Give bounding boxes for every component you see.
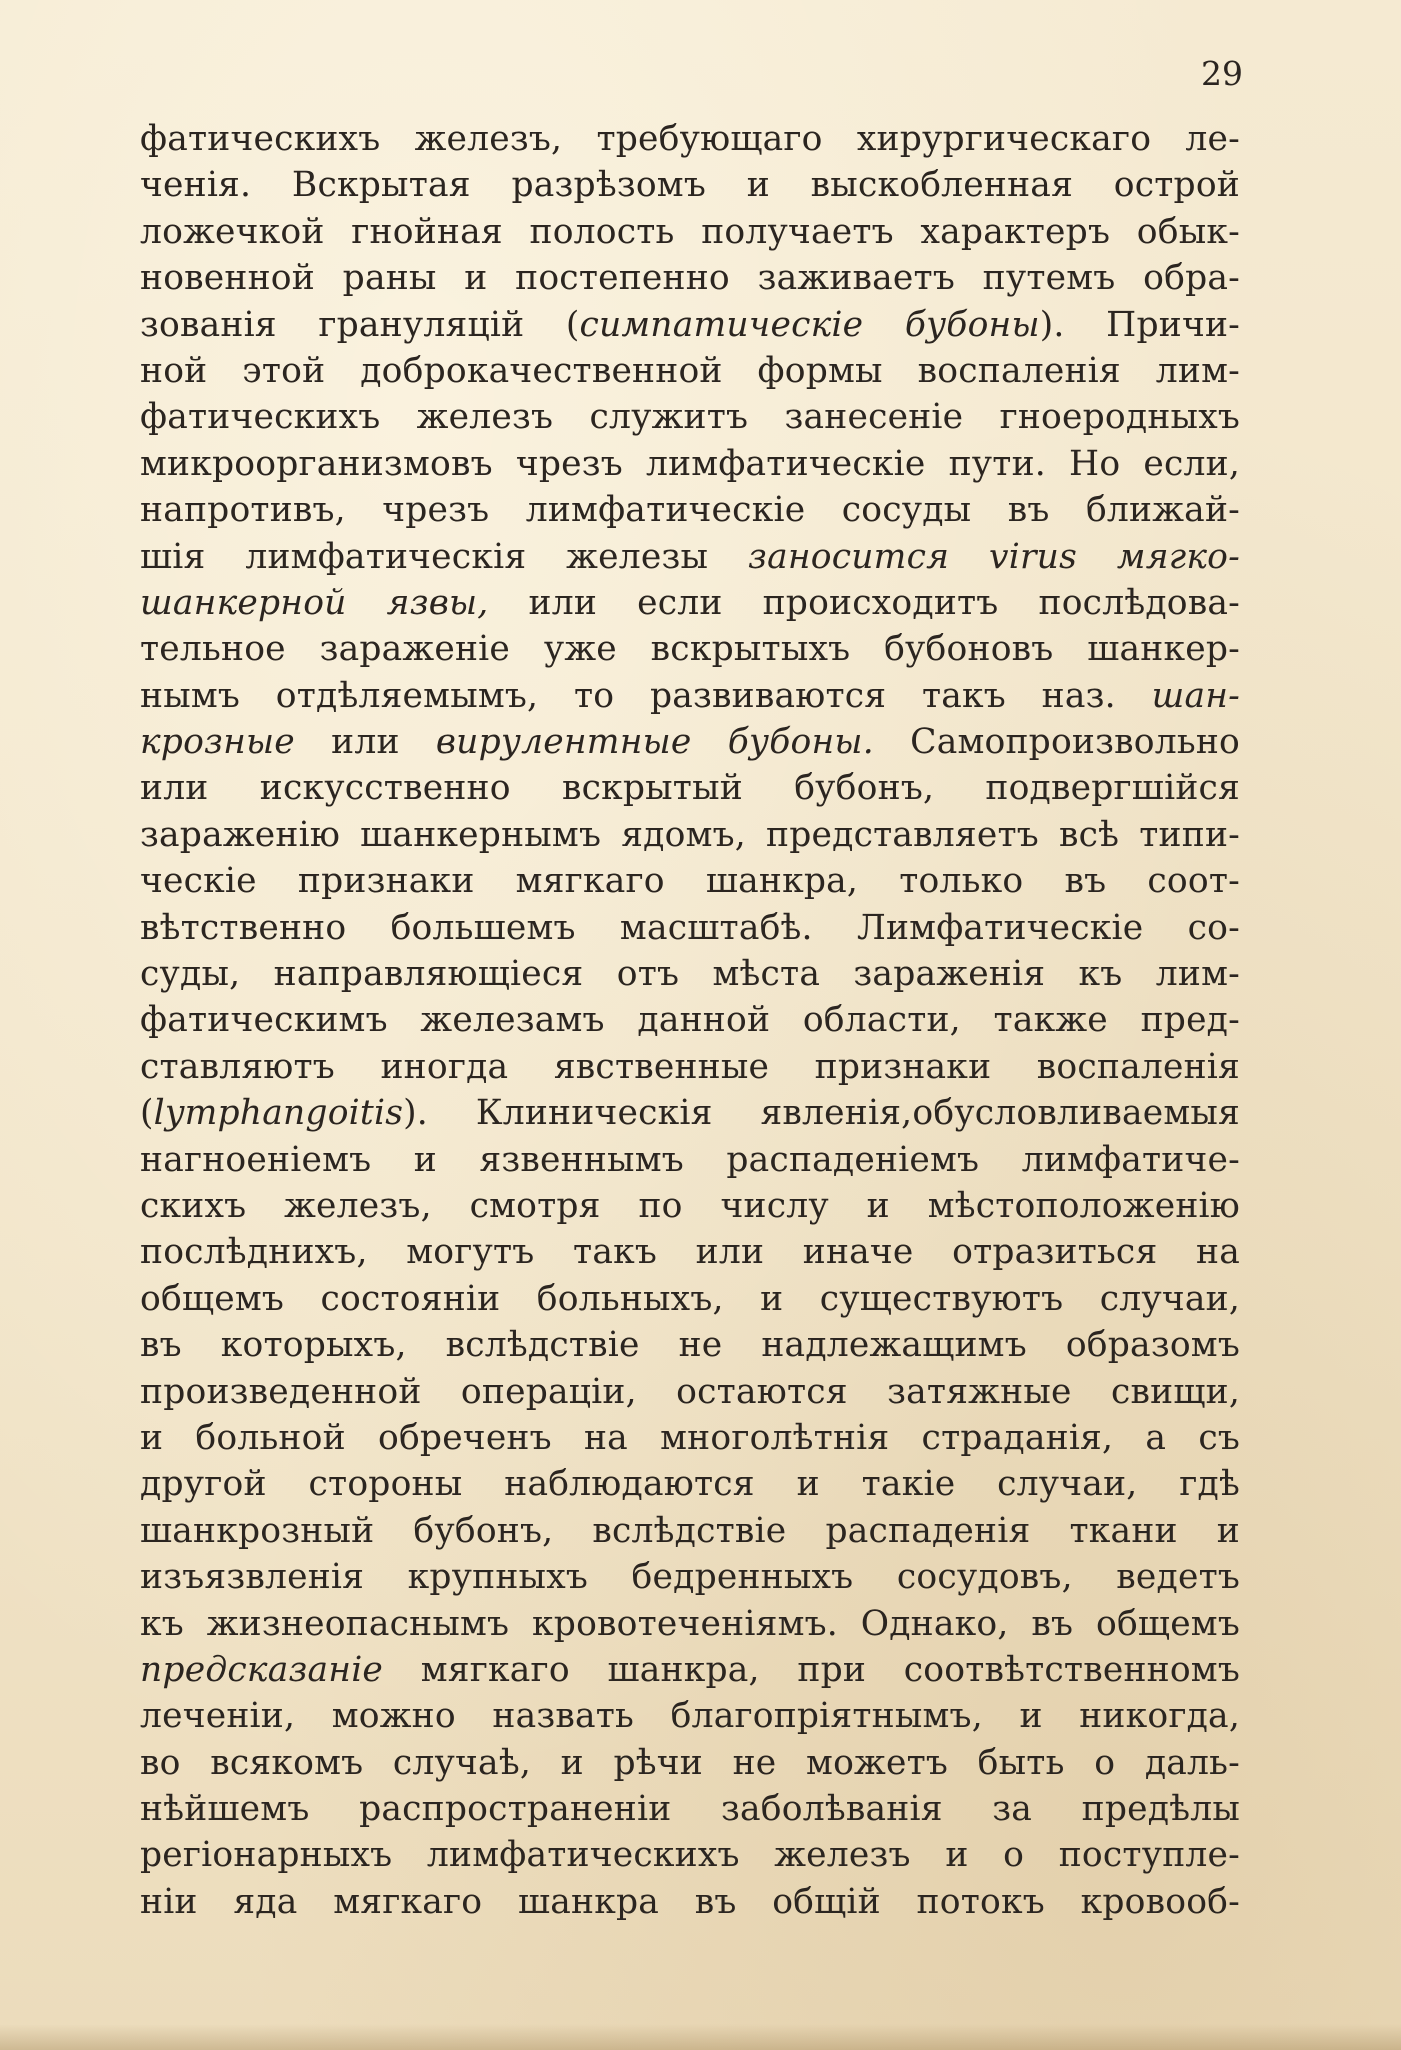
text-segment: регіонарныхъ лимфатическихъ железъ и о поступле-	[140, 1835, 1240, 1876]
text-segment: суды, направляющіеся отъ мѣста зараженія къ лим-	[140, 954, 1240, 995]
text-segment: или искусственно вскрытый бубонъ, подвергшійся	[140, 768, 1240, 809]
text-segment: фатическихъ железъ служитъ занесеніе гноеродныхъ	[140, 397, 1240, 438]
text-line	[140, 997, 1240, 1043]
text-line	[140, 1461, 1240, 1507]
text-line	[140, 1229, 1240, 1275]
text-line	[140, 1879, 1240, 1925]
text-segment: ченія. Вскрытая разрѣзомъ и выскобленная острой	[140, 165, 1240, 206]
italic-segment: lymphangoitis	[153, 1093, 404, 1134]
text-segment: ной этой доброкачественной формы воспаленія лим-	[140, 350, 1240, 391]
text-line	[140, 1508, 1240, 1554]
text-line	[140, 441, 1240, 487]
text-line	[140, 1276, 1240, 1322]
text-line	[140, 1090, 1240, 1136]
text-line	[140, 1415, 1240, 1461]
text-line	[140, 487, 1240, 533]
text-segment: вѣтственно большемъ масштабѣ. Лимфатическіе со-	[140, 907, 1240, 948]
text-segment: тельное зараженіе уже вскрытыхъ бубоновъ шанкер-	[140, 629, 1240, 670]
text-line	[140, 1554, 1240, 1600]
text-line	[140, 1693, 1240, 1739]
text-line	[140, 1832, 1240, 1878]
text-segment: общемъ состояніи больныхъ, и существуютъ случаи,	[140, 1278, 1240, 1319]
text-line	[140, 534, 1240, 580]
text-segment: фатическихъ железъ, требующаго хирургическаго ле-	[140, 119, 1240, 159]
text-line	[140, 673, 1240, 719]
text-segment: ніи яда мягкаго шанкра въ общій потокъ кровооб-	[140, 1881, 1240, 1922]
text-line	[140, 858, 1240, 904]
text-line	[140, 394, 1240, 440]
italic-segment: симпатическіе бубоны	[579, 304, 1040, 345]
text-segment: шанкрозный бубонъ, вслѣдствіе распаденія ткани и	[140, 1510, 1240, 1551]
text-segment: нагноеніемъ и язвеннымъ распаденіемъ лимфатиче-	[140, 1139, 1240, 1180]
text-segment: ставляютъ иногда явственные признаки воспаленія	[140, 1046, 1240, 1087]
text-line	[140, 1322, 1240, 1368]
text-line	[140, 116, 1240, 162]
italic-segment: шан-	[1151, 675, 1240, 716]
text-segment: мягкаго шанкра, при соотвѣтственномъ	[383, 1649, 1240, 1690]
text-line	[140, 1137, 1240, 1183]
text-segment: ). Причи-	[1039, 304, 1241, 345]
text-segment: леченіи, можно назвать благопріятнымъ, и никогда,	[140, 1696, 1240, 1737]
text-segment: произведенной операціи, остаются затяжные свищи,	[140, 1371, 1240, 1412]
text-segment: къ жизнеопаснымъ кровотеченіямъ. Однако, въ общемъ	[140, 1603, 1240, 1644]
text-segment: изъязвленія крупныхъ бедренныхъ сосудовъ, ведетъ	[140, 1557, 1240, 1598]
text-segment: другой стороны наблюдаются и такіе случаи, гдѣ	[140, 1464, 1240, 1505]
text-line	[140, 348, 1240, 394]
text-segment: и больной обреченъ на многолѣтнія страданія, а съ	[140, 1417, 1240, 1458]
italic-segment: крозные	[140, 722, 295, 763]
text-line	[140, 1786, 1240, 1832]
text-segment: шія лимфатическія железы	[140, 536, 749, 577]
text-segment: нѣйшемъ распространеніи заболѣванія за предѣлы	[140, 1789, 1240, 1830]
text-line	[140, 580, 1240, 626]
text-segment: ческіе признаки мягкаго шанкра, только въ соот-	[140, 861, 1240, 902]
italic-segment: шанкерной язвы,	[140, 582, 489, 623]
text-line	[140, 1044, 1240, 1090]
text-line	[140, 209, 1240, 255]
text-line	[140, 255, 1240, 301]
italic-segment: предсказаніе	[140, 1649, 384, 1690]
page-number: 29	[1201, 54, 1243, 93]
text-line	[140, 162, 1240, 208]
text-segment: ). Клиническія явленія,обусловливаемыя	[403, 1093, 1240, 1134]
text-segment: новенной раны и постепенно заживаетъ путемъ обра-	[140, 258, 1240, 299]
text-segment: въ которыхъ, вслѣдствіе не надлежащимъ образомъ	[140, 1325, 1240, 1366]
text-segment: скихъ железъ, смотря по числу и мѣстоположенію	[140, 1185, 1240, 1226]
text-segment: нымъ отдѣляемымъ, то развиваются такъ наз.	[140, 675, 1152, 716]
italic-segment: заносится virus мягко-	[748, 536, 1240, 577]
text-segment: или если происходитъ послѣдова-	[488, 582, 1240, 623]
text-segment: напротивъ, чрезъ лимфатическіе сосуды въ ближай-	[140, 490, 1240, 531]
text-segment: Самопроизвольно	[873, 722, 1240, 763]
text-segment: фатическимъ железамъ данной области, также пред-	[140, 1000, 1240, 1041]
text-line	[140, 719, 1240, 765]
text-line	[140, 1740, 1240, 1786]
text-line	[140, 812, 1240, 858]
text-line	[140, 765, 1240, 811]
text-segment: (	[140, 1093, 154, 1134]
text-segment: или	[294, 722, 436, 763]
text-segment: микроорганизмовъ чрезъ лимфатическіе пути. Но если,	[140, 443, 1240, 484]
text-line	[140, 1183, 1240, 1229]
text-line	[140, 951, 1240, 997]
text-line	[140, 626, 1240, 672]
text-line	[140, 1601, 1240, 1647]
text-line	[140, 1369, 1240, 1415]
text-line	[140, 905, 1240, 951]
text-segment: во всякомъ случаѣ, и рѣчи не можетъ быть о даль-	[140, 1742, 1240, 1783]
text-segment: послѣднихъ, могутъ такъ или иначе отразиться на	[140, 1232, 1240, 1273]
text-line	[140, 302, 1240, 348]
text-segment: зованія грануляцій (	[140, 304, 580, 345]
text-segment: ложечкой гнойная полость получаетъ характеръ обык-	[140, 211, 1240, 252]
text-line	[140, 1647, 1240, 1693]
text-segment: зараженію шанкернымъ ядомъ, представляетъ всѣ типи-	[140, 814, 1240, 855]
body-text	[140, 116, 1240, 1925]
italic-segment: вирулентные бубоны.	[435, 722, 874, 763]
